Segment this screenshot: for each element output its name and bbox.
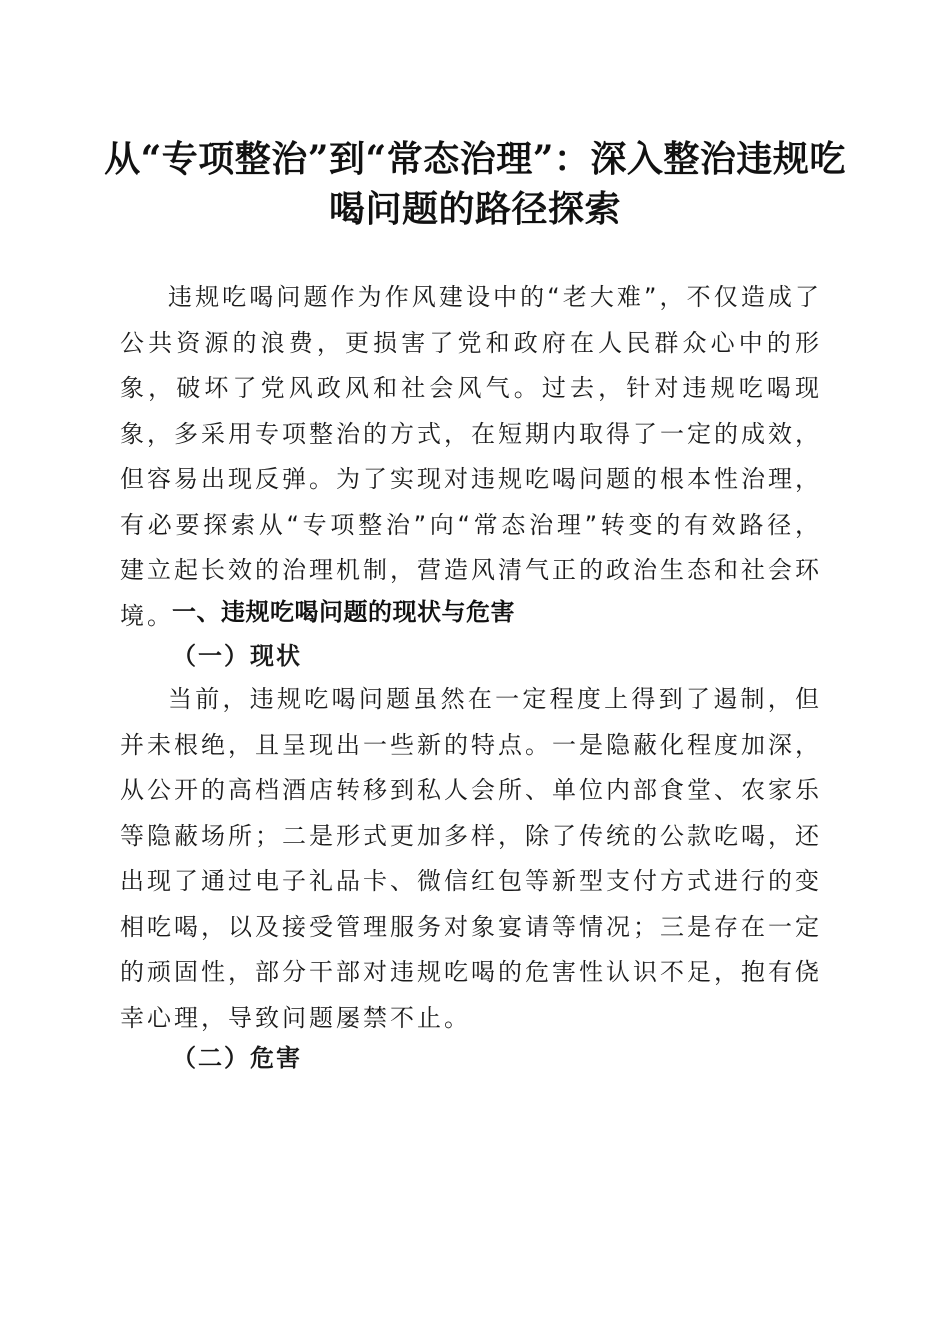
- status-paragraph: 当前，违规吃喝问题虽然在一定程度上得到了遏制，但并未根绝，且呈现出一些新的特点。一是隐蔽化程度加深，从公开的高档酒店转移到私人会所、单位内部食堂、农家乐等隐蔽场所；二是形式更加多样，除了传统的公款吃喝，还出现了通过电子礼品卡、微信红包等新型支付方式进行的变相吃喝，以及接受管理服务对象宴请等情况；三是存在一定的顽固性，部分干部对违规吃喝的危害性认识不足，抱有侥幸心理，导致问题屡禁不止。: [120, 685, 822, 1032]
- intro-paragraph: 违规吃喝问题作为作风建设中的“老大难”，不仅造成了公共资源的浪费，更损害了党和政府在人民群众心中的形象，破坏了党风政风和社会风气。过去，针对违规吃喝现象，多采用专项整治的方式，在短期内取得了一定的成效，但容易出现反弹。为了实现对违规吃喝问题的根本性治理，有必要探索从“专项整治”向“常态治理”转变的有效路径，建立起长效的治理机制，营造风清气正的政治生态和社会环境。: [120, 283, 822, 630]
- subsection-heading-status: （一）现状: [172, 642, 302, 670]
- section-heading-1: 一、违规吃喝问题的现状与危害: [172, 598, 515, 626]
- document-title: 从“专项整治”到“常态治理”：深入整治违规吃喝问题的路径探索: [104, 138, 846, 230]
- subsection-heading-harm: （二）危害: [172, 1044, 302, 1072]
